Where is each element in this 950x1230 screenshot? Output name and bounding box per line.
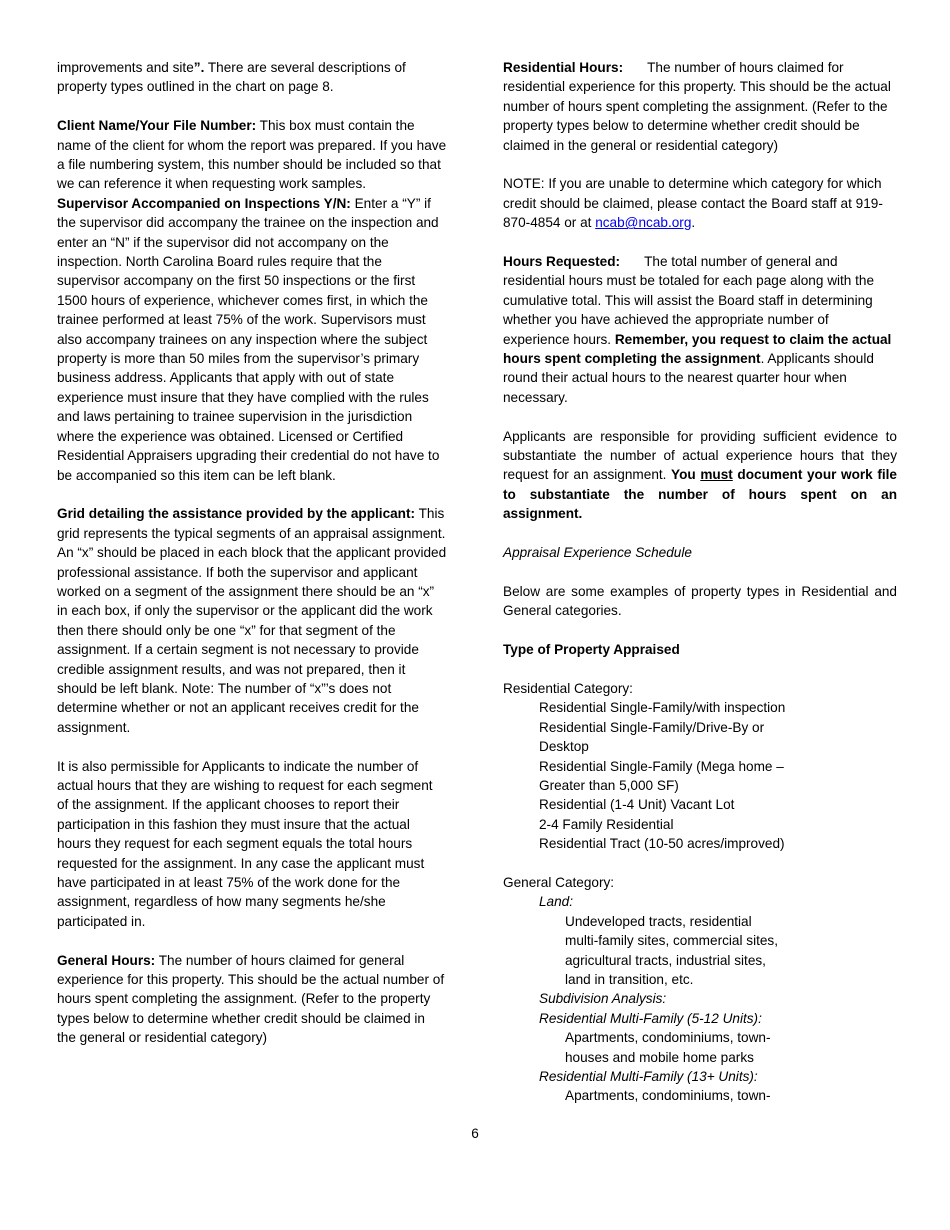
property-type-line: Desktop bbox=[539, 739, 589, 755]
text-run: The number of hours claimed for residential experience for this property. This should be the actual number of hours spent completing the assignment. (Refer to the property types below to determine whether credit should be claimed in the general or residential category) bbox=[503, 60, 891, 153]
text-run: The number of hours claimed for general experience for this property. This should be the actual number of hours spent completing the assignment. (Refer to the property types below to determine whether credit should be claimed in the general or residential category) bbox=[57, 952, 445, 1046]
appraisal-schedule-title: Appraisal Experience Schedule bbox=[503, 545, 692, 561]
text-run: . bbox=[691, 215, 696, 231]
paragraph-permissible-hours bbox=[57, 757, 447, 932]
property-type-line: 2-4 Family Residential bbox=[539, 816, 674, 832]
property-type-line: Residential (1-4 Unit) Vacant Lot bbox=[539, 797, 735, 813]
text-run: NOTE: If you are unable to determine which category for which credit should be claimed, please contact the Board staff at 919-870-4854 or at bbox=[503, 176, 883, 231]
section-label: General Hours: bbox=[57, 952, 156, 968]
property-type-line: multi-family sites, commercial sites, bbox=[565, 933, 778, 949]
property-type-line: Apartments, condominiums, town- bbox=[565, 1088, 771, 1104]
general-category-block bbox=[503, 873, 897, 1106]
text-run: . Applicants should round their actual hours to the nearest quarter hour when necessary. bbox=[503, 351, 874, 405]
property-type-line: agricultural tracts, industrial sites, bbox=[565, 952, 766, 968]
multi-family-13-label: Residential Multi-Family (13+ Units): bbox=[539, 1069, 758, 1084]
page-number: 6 bbox=[471, 1126, 479, 1141]
section-label: Client Name/Your File Number: bbox=[57, 118, 257, 134]
paragraph-substantiate bbox=[503, 427, 897, 524]
text-run-bold: Remember, you request to claim the actual hours spent completing the assignment bbox=[503, 331, 892, 367]
email-link[interactable]: ncab@ncab.org bbox=[595, 215, 692, 231]
property-type-line: land in transition, etc. bbox=[565, 971, 694, 987]
section-label: Hours Requested: bbox=[503, 254, 621, 270]
residential-category-block bbox=[503, 679, 897, 854]
text-run-bold: You bbox=[671, 467, 701, 483]
property-type-line: Residential Single-Family/Drive-By or bbox=[539, 719, 765, 735]
paragraph-note bbox=[503, 174, 897, 232]
property-type-line: houses and mobile home parks bbox=[565, 1049, 754, 1065]
land-label: Land: bbox=[539, 894, 574, 910]
paragraph-hours-requested bbox=[503, 252, 897, 407]
right-column bbox=[503, 58, 897, 1125]
type-of-property-heading bbox=[503, 640, 897, 659]
text-run: There are several descriptions of property types outlined in the chart on page 8. bbox=[57, 60, 406, 95]
text-run: The total number of general and residential hours must be totaled for each page along with the cumulative total. This will assist the Board staff in determining whether you have achieved the appropriate number of experience hours. bbox=[503, 254, 875, 347]
text-run: improvements and site bbox=[57, 60, 194, 75]
paragraph-client-name bbox=[57, 116, 447, 194]
text-run-bold: document your work file to substantiate the number of hours spent on an assignment. bbox=[503, 467, 897, 522]
section-label: Grid detailing the assistance provided by the applicant: bbox=[57, 506, 416, 522]
paragraph-residential-hours bbox=[503, 58, 897, 155]
text-run: It is also permissible for Applicants to indicate the number of actual hours that they are wishing to request for each segment of the assignment. If the applicant chooses to report their participation in this fashion they must insure that the actual hours they request for each segment equals the total hours requested for the assignment. In any case the applicant must have participated in at least 75% of the work done for the assignment, regardless of how many segments he/she participated in. bbox=[57, 758, 433, 929]
paragraph-grid-detail bbox=[57, 504, 447, 737]
general-category-heading: General Category: bbox=[503, 874, 615, 890]
property-type-line: Greater than 5,000 SF) bbox=[539, 777, 679, 793]
paragraph-continuation bbox=[57, 58, 447, 97]
property-type-line: Apartments, condominiums, town- bbox=[565, 1030, 771, 1046]
heading-text: Type of Property Appraised bbox=[503, 642, 680, 658]
left-column bbox=[57, 58, 447, 1125]
text-run: Applicants are responsible for providing sufficient evidence to substantiate the number of actual experience hours that they request for an assignment. bbox=[503, 428, 897, 483]
multi-family-5-12-label: Residential Multi-Family (5-12 Units): bbox=[539, 1010, 762, 1026]
text-run-bold-underline: must bbox=[700, 467, 733, 483]
property-type-line: Residential Single-Family/with inspection bbox=[539, 700, 786, 716]
property-type-line: Undeveloped tracts, residential bbox=[565, 913, 752, 929]
residential-category-heading: Residential Category: bbox=[503, 680, 633, 696]
paragraph-general-hours bbox=[57, 951, 447, 1048]
text-run-bold: ”. bbox=[193, 60, 205, 75]
text-run: This box must contain the name of the client for whom the report was prepared. If you have a file numbering system, this number should be included so that we can reference it when requesting work samples. bbox=[57, 118, 447, 192]
section-label: Residential Hours: bbox=[503, 60, 624, 75]
text-run: Enter a “Y” if the supervisor did accompany the trainee on the inspection and enter an “N” if the supervisor did not accompany on the inspection. North Carolina Board rules require that the supervisor accompany on the first 50 inspections or the first 1500 hours of experience, whichever comes first, in which the trainee performed at least 75% of the work. Supervisors must also accompany trainees on any inspection where the subject property is more than 50 miles from the supervisor’s primary business address. Applicants that apply with out of state experience must insure that they have complied with the rules and laws pertaining to trainee supervision in the jurisdiction where the experience was obtained. Licensed or Certified Residential Appraisers upgrading their credential do not have to be accompanied so this item can be left blank. bbox=[57, 195, 440, 483]
subdivision-analysis-label: Subdivision Analysis: bbox=[539, 991, 667, 1007]
paragraph-examples-intro: Below are some examples of property types in Residential and General categories. bbox=[503, 583, 897, 619]
property-type-line: Residential Single-Family (Mega home – bbox=[539, 758, 784, 774]
paragraph-supervisor-accompanied bbox=[57, 194, 447, 485]
section-label: Supervisor Accompanied on Inspections Y/N: bbox=[57, 195, 351, 211]
text-run: This grid represents the typical segments of an appraisal assignment. An “x” should be placed in each block that the applicant provided professional assistance. If both the supervisor and applicant worked on a segment of the assignment there should be an “x” in each box, if only the supervisor or the applicant did the work then there should only be one “x” for that segment of the assignment. If a certain segment is not necessary to provide credible assignment results, and was not prepared, then it should be left blank. Note: The number of “x”’s does not determine whether or not an applicant receives credit for the assignment. bbox=[57, 506, 447, 735]
property-type-line: Residential Tract (10-50 acres/improved) bbox=[539, 836, 785, 852]
